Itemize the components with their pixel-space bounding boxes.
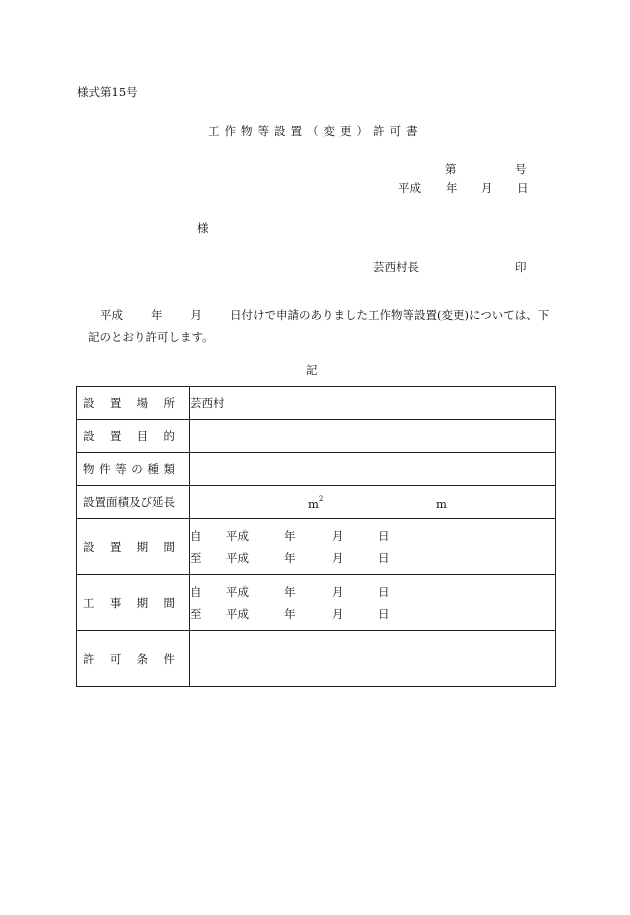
install-period-value [190, 519, 556, 575]
work-period-value [190, 575, 556, 631]
row-work-period [77, 575, 556, 631]
body-text-line1: 日付けで申請のありました工作物等設置(変更)については、下 [230, 308, 550, 322]
row-purpose [77, 420, 556, 453]
work-period-to: 至 平成 年 月 日 [190, 606, 390, 621]
row-conditions [77, 631, 556, 687]
install-period-to: 至 平成 年 月 日 [190, 550, 390, 565]
body-month: 月 [190, 308, 202, 322]
row-install-period [77, 519, 556, 575]
work-period-from: 自 平成 年 月 日 [190, 584, 390, 599]
length-unit: m [436, 497, 447, 511]
seal-mark: 印 [515, 260, 527, 274]
area-unit: $m^2$ [308, 495, 324, 511]
number-suffix: 号 [515, 162, 527, 176]
install-period-label: 設 置 期 間 [77, 519, 190, 575]
location-label: 設 置 場 所 [77, 387, 190, 420]
conditions-label: 許 可 条 件 [77, 631, 190, 687]
location-value: 芸西村 [190, 387, 556, 420]
install-period-from: 自 平成 年 月 日 [190, 528, 390, 543]
area-label: 設置面積及び延長 [77, 486, 190, 519]
kind-value [190, 453, 556, 486]
document-title: 工作物等設置（変更）許可書 [208, 124, 423, 138]
ki-heading: 記 [306, 363, 318, 377]
date-era: 平成 [398, 181, 421, 195]
purpose-value [190, 420, 556, 453]
form-number: 様式第15号 [77, 85, 138, 99]
kind-label: 物 件 等 の 種 類 [77, 453, 190, 486]
work-period-label: 工 事 期 間 [77, 575, 190, 631]
row-location [77, 387, 556, 420]
body-era: 平成 [100, 308, 123, 322]
row-area [77, 486, 556, 519]
purpose-label: 設 置 目 的 [77, 420, 190, 453]
body-paragraph [88, 304, 558, 348]
issuer-title: 芸西村長 [373, 260, 419, 274]
addressee-suffix: 様 [197, 221, 209, 235]
body-text-line2: 記のとおり許可します。 [88, 330, 214, 344]
conditions-value [190, 631, 556, 687]
date-month: 月 [481, 181, 493, 195]
row-kind [77, 453, 556, 486]
permit-table [76, 386, 556, 687]
body-year: 年 [151, 308, 163, 322]
date-day: 日 [517, 181, 529, 195]
date-year: 年 [446, 181, 458, 195]
number-prefix: 第 [445, 162, 457, 176]
area-value [190, 486, 556, 519]
